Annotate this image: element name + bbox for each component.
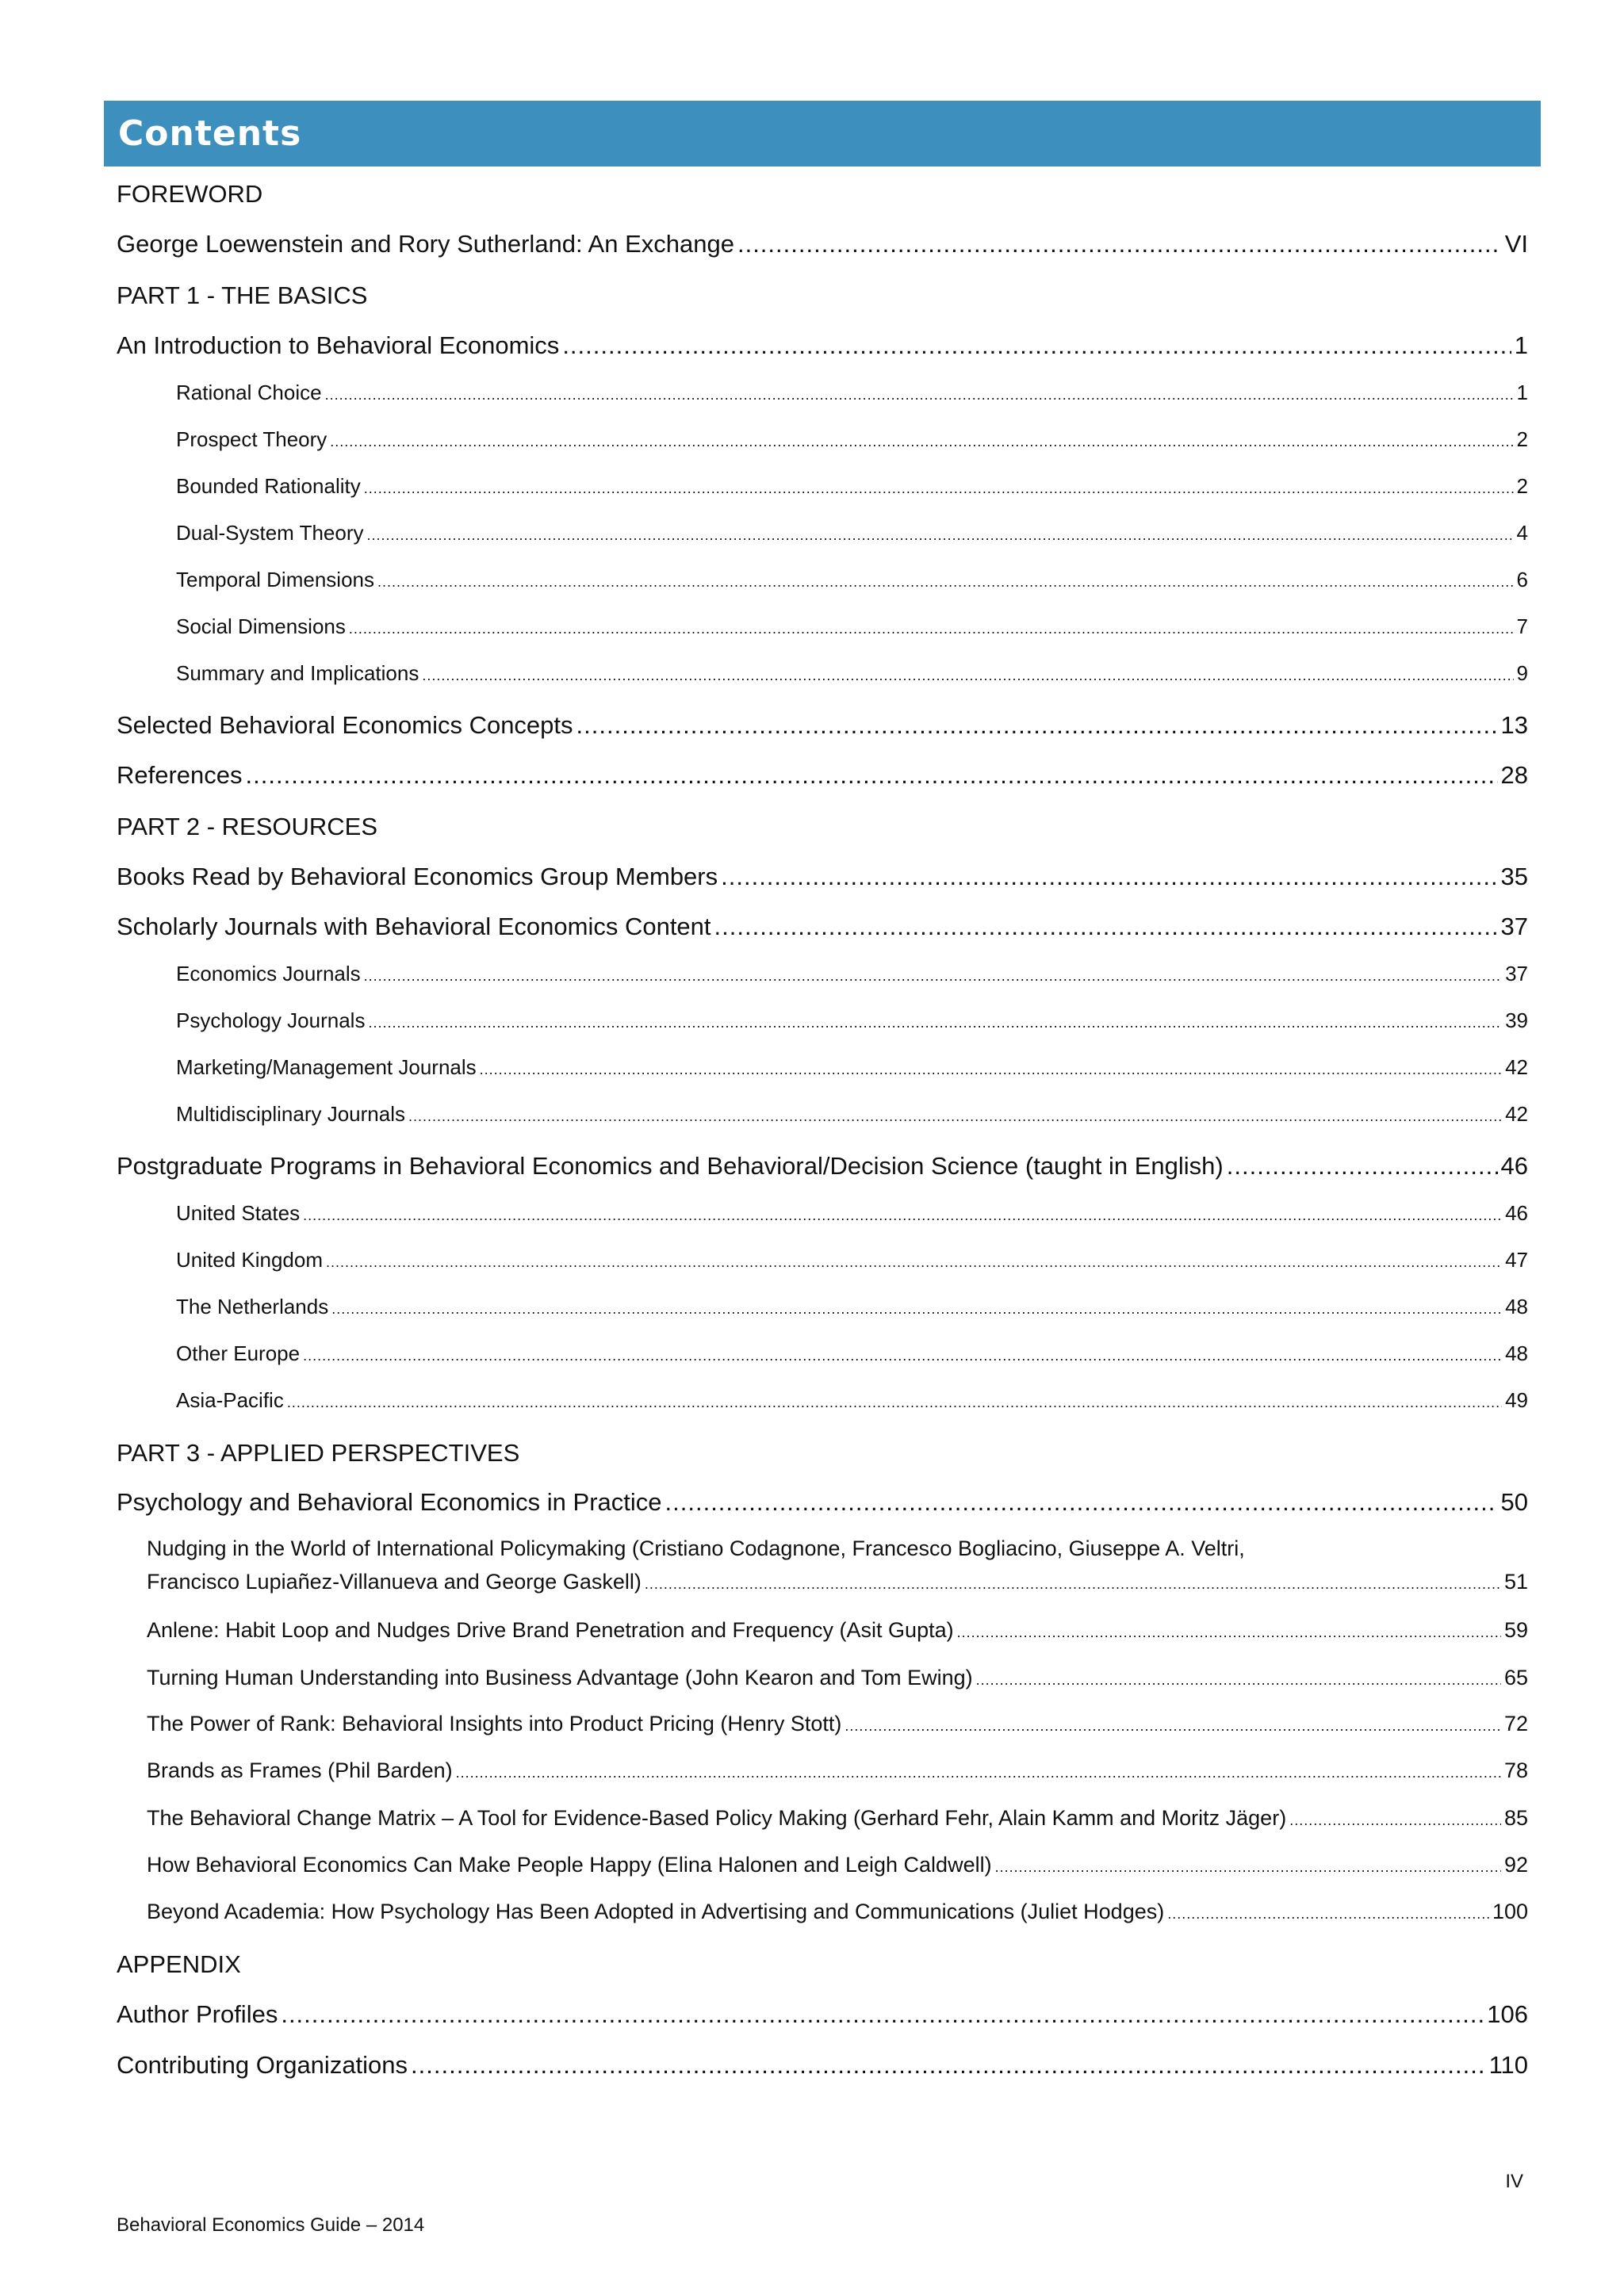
dot-leader — [480, 1055, 1502, 1080]
toc-subentry[interactable] — [176, 1055, 1528, 1080]
section-heading: APPENDIX — [117, 1950, 241, 1978]
dot-leader — [287, 1388, 1502, 1413]
toc-subentry[interactable] — [176, 568, 1528, 592]
toc-entry-title: Economics Journals — [176, 962, 361, 985]
toc-entry-title: The Power of Rank: Behavioral Insights into Product Pricing (Henry Stott) — [147, 1712, 842, 1735]
toc-entry-title: How Behavioral Economics Can Make People Happy (Elina Halonen and Leigh Caldwell) — [147, 1853, 992, 1877]
dot-leader — [995, 1853, 1501, 1877]
toc-subentry[interactable] — [176, 962, 1528, 986]
dot-leader — [957, 1618, 1501, 1643]
toc-entry-title: Selected Behavioral Economics Concepts — [117, 711, 573, 739]
toc-entry[interactable] — [117, 1488, 1528, 1517]
dot-leader — [377, 568, 1514, 592]
dot-leader — [367, 521, 1514, 545]
toc-page-number: 1 — [1514, 331, 1528, 359]
dot-leader — [422, 661, 1513, 686]
toc-page-number: 13 — [1500, 711, 1528, 739]
toc-entry-title: George Loewenstein and Rory Sutherland: An Exchange — [117, 230, 734, 258]
toc-entry-title: Psychology and Behavioral Economics in Practice — [117, 1488, 662, 1516]
toc-subentry[interactable] — [176, 1248, 1528, 1272]
dot-leader — [368, 1008, 1502, 1033]
toc-subentry[interactable] — [176, 1008, 1528, 1033]
toc-page-number: 65 — [1503, 1666, 1528, 1689]
toc-entry-title: An Introduction to Behavioral Economics — [117, 331, 560, 359]
dot-leader — [665, 1488, 1498, 1517]
toc-entry[interactable] — [147, 1666, 1528, 1690]
toc-subentry[interactable] — [176, 1295, 1528, 1319]
dot-leader — [562, 331, 1511, 360]
toc-page-number: 1 — [1516, 381, 1528, 404]
toc-entry-title: Brands as Frames (Phil Barden) — [147, 1758, 453, 1782]
toc-entry-title: Author Profiles — [117, 2000, 278, 2028]
dot-leader — [325, 381, 1514, 405]
section-heading: PART 3 - APPLIED PERSPECTIVES — [117, 1439, 520, 1467]
toc-entry[interactable] — [147, 1900, 1528, 1924]
toc-entry-title: The Behavioral Change Matrix – A Tool for Evidence-Based Policy Making (Gerhard Fehr, Alain Kamm and Moritz Jäger) — [147, 1806, 1287, 1830]
dot-leader — [1167, 1900, 1489, 1924]
section-heading: PART 2 - RESOURCES — [117, 813, 378, 840]
toc-page-number: 39 — [1505, 1008, 1528, 1032]
toc-subentry[interactable] — [176, 1388, 1528, 1413]
toc-entry[interactable] — [117, 2051, 1528, 2080]
dot-leader — [331, 1295, 1502, 1319]
dot-leader — [1227, 1152, 1498, 1181]
section-heading: PART 1 - THE BASICS — [117, 281, 368, 309]
toc-entry-title: Summary and Implications — [176, 661, 419, 685]
dot-leader — [349, 614, 1514, 639]
toc-entry-title: United States — [176, 1201, 301, 1225]
toc-page-number: 46 — [1505, 1201, 1528, 1225]
dot-leader — [1289, 1806, 1501, 1831]
toc-page-number: 2 — [1516, 427, 1528, 451]
toc-page-number: 110 — [1488, 2051, 1528, 2079]
toc-subentry[interactable] — [176, 1201, 1528, 1226]
contents-banner — [104, 101, 1541, 166]
page-number: IV — [1505, 2171, 1523, 2192]
dot-leader — [364, 474, 1514, 499]
dot-leader — [845, 1712, 1501, 1736]
toc-entry[interactable] — [117, 863, 1528, 891]
toc-subentry[interactable] — [176, 1341, 1528, 1366]
toc-entry[interactable] — [117, 913, 1528, 941]
toc-entry-title: Social Dimensions — [176, 614, 346, 638]
toc-entry-title: Francisco Lupiañez-Villanueva and George Gaskell) — [147, 1570, 642, 1594]
toc-entry-title: References — [117, 761, 243, 789]
dot-leader — [303, 1341, 1502, 1366]
toc-subentry[interactable] — [176, 661, 1528, 686]
toc-page-number: 28 — [1500, 761, 1528, 789]
toc-entry-title: Postgraduate Programs in Behavioral Economics and Behavioral/Decision Science (taught in English) — [117, 1152, 1224, 1180]
toc-entry-title: Anlene: Habit Loop and Nudges Drive Brand Penetration and Frequency (Asit Gupta) — [147, 1618, 954, 1642]
dot-leader — [737, 230, 1502, 258]
toc-page-number: 6 — [1516, 568, 1528, 591]
toc-entry[interactable] — [147, 1758, 1528, 1783]
toc-entry[interactable] — [117, 2000, 1528, 2029]
dot-leader — [364, 962, 1502, 986]
toc-entry-title: Psychology Journals — [176, 1008, 366, 1032]
toc-entry[interactable] — [147, 1712, 1528, 1736]
toc-page-number: 78 — [1503, 1758, 1528, 1782]
dot-leader — [326, 1248, 1502, 1272]
toc-page-number: 100 — [1492, 1900, 1528, 1923]
dot-leader — [721, 863, 1497, 891]
toc-page-number: 48 — [1505, 1295, 1528, 1318]
toc-entry[interactable] — [147, 1853, 1528, 1877]
toc-entry-title: Rational Choice — [176, 381, 322, 404]
dot-leader — [246, 761, 1498, 790]
dot-leader — [714, 913, 1498, 941]
toc-entry[interactable] — [117, 711, 1528, 740]
footer-text: Behavioral Economics Guide – 2014 — [117, 2214, 425, 2236]
toc-entry-title: Asia-Pacific — [176, 1388, 284, 1412]
toc-entry[interactable] — [147, 1570, 1528, 1594]
toc-entry-title: Prospect Theory — [176, 427, 327, 451]
toc-page-number: 85 — [1503, 1806, 1528, 1830]
toc-page-number: 59 — [1503, 1618, 1528, 1642]
toc-page-number: 72 — [1503, 1712, 1528, 1735]
toc-page-number: 9 — [1516, 661, 1528, 685]
toc-entry[interactable] — [117, 1152, 1528, 1181]
toc-entry-title: Contributing Organizations — [117, 2051, 408, 2079]
toc-page-number: 51 — [1503, 1570, 1528, 1594]
page-title: Contents — [118, 113, 302, 154]
toc-subentry[interactable] — [176, 614, 1528, 639]
toc-subentry[interactable] — [176, 1102, 1528, 1127]
toc-entry-title: Turning Human Understanding into Business Advantage (John Kearon and Tom Ewing) — [147, 1666, 973, 1689]
dot-leader — [281, 2000, 1484, 2029]
toc-page-number: VI — [1504, 230, 1528, 258]
toc-page-number: 4 — [1516, 521, 1528, 545]
toc-entry-title: Books Read by Behavioral Economics Group Members — [117, 863, 718, 890]
dot-leader — [456, 1758, 1501, 1783]
dot-leader — [411, 2051, 1486, 2080]
section-heading: FOREWORD — [117, 180, 263, 208]
toc-entry-title: Other Europe — [176, 1341, 301, 1365]
toc-page-number: 42 — [1505, 1102, 1528, 1126]
toc-page-number: 35 — [1500, 863, 1528, 890]
toc-page-number: 42 — [1505, 1055, 1528, 1079]
toc-page-number: 46 — [1500, 1152, 1528, 1180]
toc-entry[interactable] — [117, 331, 1528, 360]
toc-entry-title: The Netherlands — [176, 1295, 329, 1318]
toc-page-number: 37 — [1500, 913, 1528, 940]
toc-page-number: 48 — [1505, 1341, 1528, 1365]
toc-entry-title: United Kingdom — [176, 1248, 323, 1272]
toc-entry[interactable] — [147, 1618, 1528, 1643]
dot-leader — [576, 711, 1498, 740]
dot-leader — [645, 1570, 1501, 1594]
toc-subentry[interactable] — [176, 427, 1528, 452]
toc-page-number: 7 — [1516, 614, 1528, 638]
dot-leader — [976, 1666, 1501, 1690]
toc-entry-title: Bounded Rationality — [176, 474, 361, 498]
dot-leader — [303, 1201, 1502, 1226]
toc-entry[interactable] — [117, 761, 1528, 790]
toc-page-number: 50 — [1500, 1488, 1528, 1516]
toc-subentry[interactable] — [176, 474, 1528, 499]
toc-entry-title: Marketing/Management Journals — [176, 1055, 477, 1079]
toc-entry-title: Scholarly Journals with Behavioral Economics Content — [117, 913, 711, 940]
toc-page-number: 49 — [1505, 1388, 1528, 1412]
toc-subentry[interactable] — [176, 381, 1528, 405]
toc-page-number: 92 — [1503, 1853, 1528, 1877]
toc-page-number: 2 — [1516, 474, 1528, 498]
toc-entry-text-line1: Nudging in the World of International Policymaking (Cristiano Codagnone, Francesco Bogliacino, Giuseppe A. Veltri, — [147, 1536, 1245, 1560]
toc-subentry[interactable] — [176, 521, 1528, 545]
toc-entry-title: Dual-System Theory — [176, 521, 364, 545]
toc-page-number: 47 — [1505, 1248, 1528, 1272]
toc-entry[interactable] — [117, 230, 1528, 258]
dot-leader — [330, 427, 1513, 452]
dot-leader — [408, 1102, 1502, 1127]
toc-entry-title: Temporal Dimensions — [176, 568, 374, 591]
toc-page-number: 37 — [1505, 962, 1528, 985]
toc-entry-title: Beyond Academia: How Psychology Has Been Adopted in Advertising and Communications (Juliet Hodges) — [147, 1900, 1165, 1923]
toc-page-number: 106 — [1487, 2000, 1528, 2028]
toc-entry-title: Multidisciplinary Journals — [176, 1102, 405, 1126]
toc-entry[interactable] — [147, 1806, 1528, 1831]
